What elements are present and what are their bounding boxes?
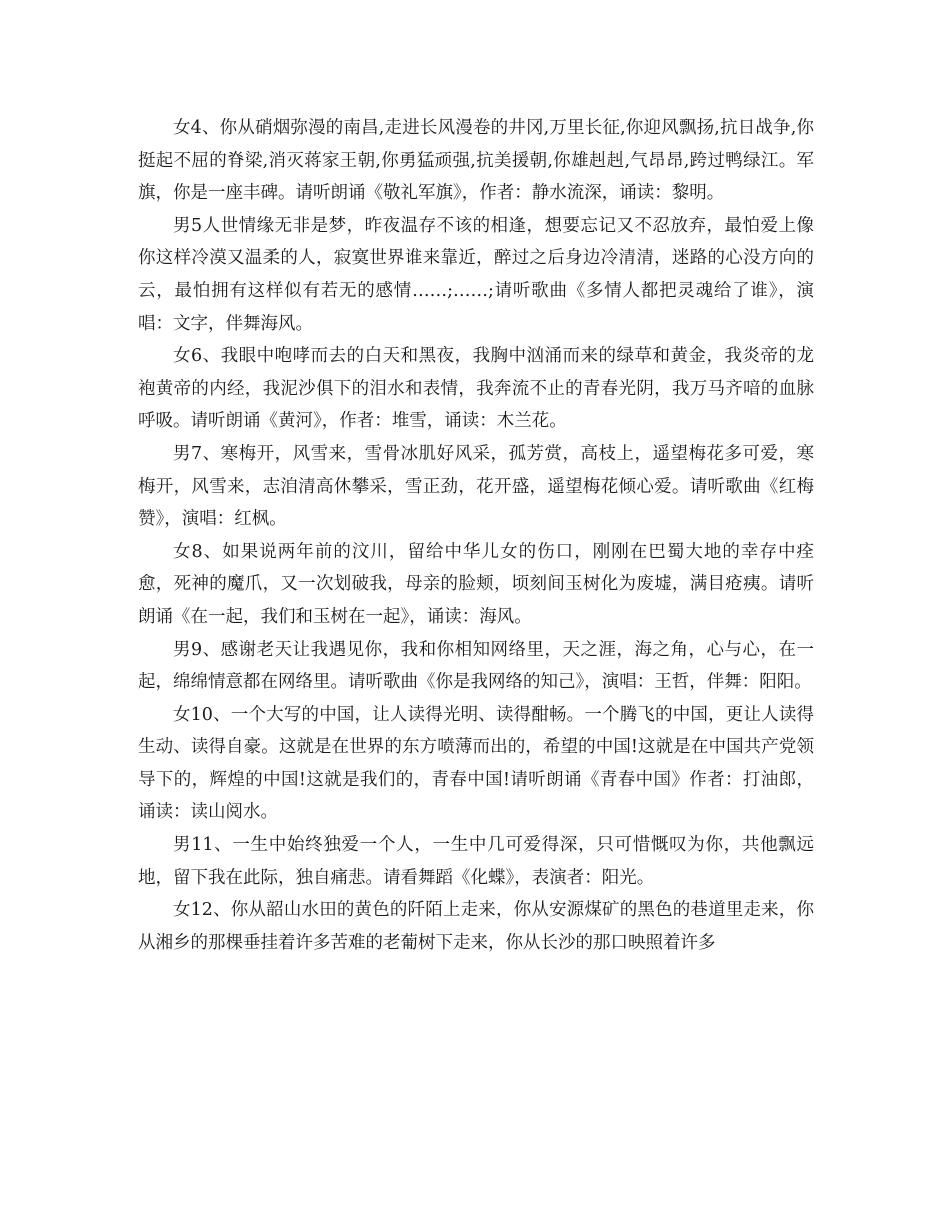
paragraph-male-5: 男5人世情缘无非是梦，昨夜温存不该的相逢，想要忘记又不忍放弃，最怕爱上像你这样冷漠又温柔的人，寂寞世界谁来靠近，醉过之后身边冷清清，迷路的心没方向的云，最怕拥有这样似有若无的感情……;……;请听歌曲《多情人都把灵魂给了谁》，演唱：文字，伴舞海风。 bbox=[138, 215, 814, 334]
paragraph-female-12: 女12、你从韶山水田的黄色的阡陌上走来，你从安源煤矿的黑色的巷道里走来，你从湘乡的那棵垂挂着许多苦难的老葡树下走来，你从长沙的那口映照着许多 bbox=[138, 900, 814, 953]
paragraph-female-4: 女4、你从硝烟弥漫的南昌,走进长风漫卷的井冈,万里长征,你迎风飘扬,抗日战争,你挺起不屈的脊梁,消灭蒋家王朝,你勇猛顽强,抗美援朝,你雄赳赳,气昂昂,跨过鸭绿江。军旗，你是一座丰碑。请听朗诵《敬礼军旗》，作者：静水流深，诵读：黎明。 bbox=[138, 118, 814, 204]
paragraph-male-9: 男9、感谢老天让我遇见你，我和你相知网络里，天之涯，海之角，心与心，在一起，绵绵情意都在网络里。请听歌曲《你是我网络的知己》，演唱：王哲，伴舞：阳阳。 bbox=[138, 639, 814, 693]
paragraph-female-6: 女6、我眼中咆哮而去的白天和黑夜，我胸中汹涌而来的绿草和黄金，我炎帝的龙袍黄帝的内经，我泥沙俱下的泪水和表情，我奔流不止的青春光阴，我万马齐喑的血脉呼吸。请听朗诵《黄河》，作者：堆雪，诵读：木兰花。 bbox=[138, 346, 814, 432]
paragraph-male-11: 男11、一生中始终独爱一个人，一生中几可爱得深，只可惜慨叹为你，共他飘远地，留下我在此际，独自痛悲。请看舞蹈《化蝶》，表演者：阳光。 bbox=[138, 835, 814, 888]
paragraph-male-7: 男7、寒梅开，风雪来，雪骨冰肌好风采，孤芳赏，高枝上，遥望梅花多可爱，寒梅开，风雪来，志洎清高休攀采，雪正劲，花开盛，遥望梅花倾心爱。请听歌曲《红梅赞》，演唱：红枫。 bbox=[138, 443, 814, 530]
paragraph-female-10: 女10、一个大写的中国，让人读得光明、读得酣畅。一个腾飞的中国，更让人读得生动、读得自豪。这就是在世界的东方喷薄而出的，希望的中国!这就是在中国共产党领导下的，辉煌的中国!这就是我们的，青春中国!请听朗诵《青春中国》作者：打油郎，诵读：读山阅水。 bbox=[138, 704, 814, 823]
paragraph-female-8: 女8、如果说两年前的汶川，留给中华儿女的伤口，刚刚在巴蜀大地的幸存中痊愈，死神的魔爪，又一次划破我，母亲的脸颊，顷刻间玉树化为废墟，满目疮痍。请听朗诵《在一起，我们和玉树在一起》，诵读：海风。 bbox=[138, 541, 814, 627]
document-body bbox=[138, 112, 814, 959]
